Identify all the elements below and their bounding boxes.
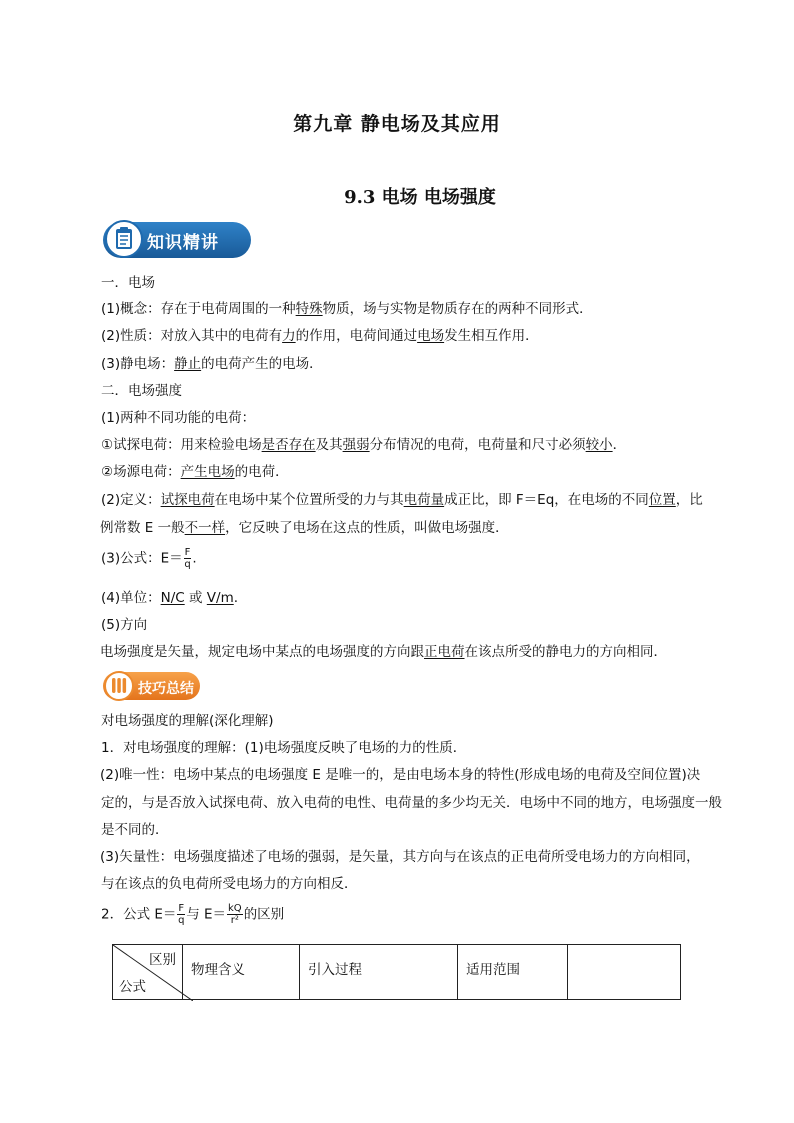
tips-paragraph-4: 2．公式 E＝ $\frac{F}{q}$ 与 E＝ $\frac{kQ}{\text{r²}}$ 的区别: [101, 903, 285, 926]
test-charge-line: ①试探电荷：用来检验电场是否存在及其强弱分布情况的电荷，电荷量和尺寸必须较小．: [101, 437, 627, 453]
formula-line: (3)公式：E＝ $\frac{F}{q}$ .: [101, 547, 197, 570]
table-header-cell: 引入过程: [300, 945, 458, 1000]
table-corner-cell: [113, 945, 183, 1000]
concept-line: (1)概念：存在于电荷周围的一种特殊物质，场与实物是物质存在的两种不同形式．: [101, 301, 593, 317]
two-kinds-line: (1)两种不同功能的电荷：: [101, 410, 256, 426]
corner-top-label: 区别: [149, 952, 176, 968]
corner-bottom-label: 公式: [119, 979, 146, 995]
tips-badge-label: 技巧总结: [138, 681, 194, 697]
table-row: [113, 945, 681, 1000]
direction-heading: (5)方向: [101, 617, 148, 633]
fraction-kq-over-r2: $\frac{kQ}{\text{r²}}$: [228, 903, 242, 926]
tips-paragraph-2c: 是不同的．: [101, 822, 169, 838]
table-header-cell: 物理含义: [183, 945, 300, 1000]
heading-field-strength: 二．电场强度: [101, 383, 182, 399]
tips-paragraph-1: 1．对电场强度的理解：(1)电场强度反映了电场的力的性质．: [101, 740, 467, 756]
comparison-table: [112, 944, 681, 1000]
definition-line-1: (2)定义：试探电荷在电场中某个位置所受的力与其电荷量成正比，即 F＝Eq，在电场的不同位置，比: [101, 492, 703, 508]
chapter-title: 第九章 静电场及其应用: [293, 113, 501, 135]
formula-fraction: $\frac{F}{q}$: [184, 547, 191, 570]
source-charge-line: ②场源电荷：产生电场的电荷．: [101, 464, 289, 480]
tips-paragraph-2b: 定的，与是否放入试探电荷、放入电荷的电性、电荷量的多少均无关．电场中不同的地方，电场强度一般: [101, 795, 722, 811]
static-field-line: (3)静电场：静止的电荷产生的电场．: [101, 356, 323, 372]
tips-paragraph-3b: 与在该点的负电荷所受电场力的方向相反．: [101, 876, 358, 892]
test-tubes-icon: [104, 671, 134, 701]
definition-line-2: 例常数 E 一般不一样，它反映了电场在这点的性质，叫做电场强度．: [100, 520, 509, 536]
knowledge-badge-label: 知识精讲: [147, 233, 219, 253]
tips-paragraph-2a: (2)唯一性：电场中某点的电场强度 E 是唯一的，是由电场本身的特性(形成电场的电荷及空间位置)决: [100, 767, 701, 783]
fraction-f-over-q: $\frac{F}{q}$: [178, 903, 185, 926]
clipboard-icon: [105, 220, 143, 258]
property-line: (2)性质：对放入其中的电荷有力的作用，电荷间通过电场发生相互作用．: [101, 328, 539, 344]
tips-badge: [103, 671, 203, 701]
section-title: 9.3 电场 电场强度: [344, 187, 496, 208]
tips-paragraph-3a: (3)矢量性：电场强度描述了电场的强弱，是矢量，其方向与在该点的正电荷所受电场力的方向相同，: [100, 849, 700, 865]
heading-electric-field: 一．电场: [101, 275, 155, 291]
unit-line: (4)单位：N/C 或 V/m.: [101, 590, 239, 606]
direction-line: 电场强度是矢量，规定电场中某点的电场强度的方向跟正电荷在该点所受的静电力的方向相同．: [100, 644, 667, 660]
knowledge-badge: [103, 220, 253, 260]
table-header-cell: [568, 945, 681, 1000]
table-header-cell: 适用范围: [458, 945, 568, 1000]
tips-heading: 对电场强度的理解(深化理解): [101, 713, 274, 729]
